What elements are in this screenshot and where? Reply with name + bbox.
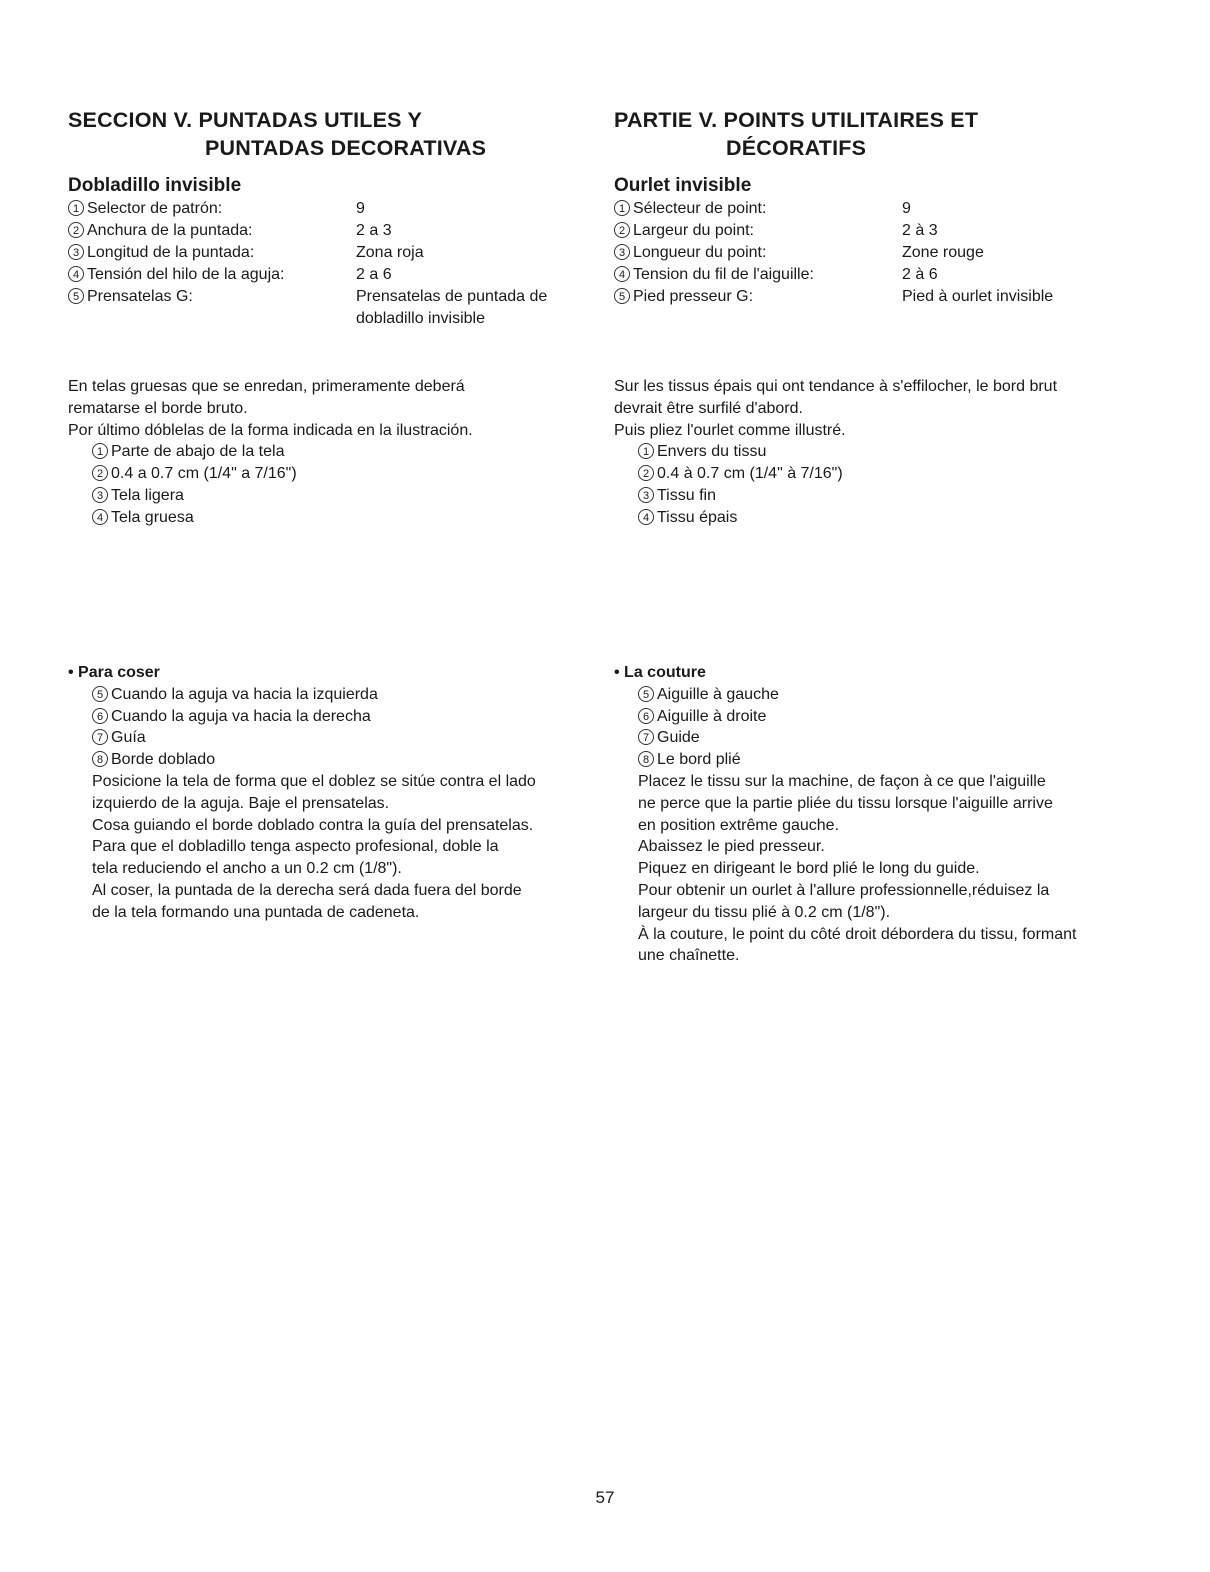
body-line: tela reduciendo el ancho a un 0.2 cm (1/8").: [92, 860, 402, 878]
intro-line: En telas gruesas que se enredan, primeramente deberá: [68, 378, 465, 395]
part-item: [614, 485, 1174, 507]
part-label: Envers du tissu: [657, 443, 767, 461]
setting-value: 2 a 6: [356, 266, 392, 283]
sewing-item: [614, 684, 1174, 706]
settings-row: [68, 198, 598, 220]
part-label: Parte de abajo de la tela: [111, 443, 285, 461]
settings-row: [68, 286, 598, 308]
body-line: À la couture, le point du côté droit débordera du tissu, formant: [638, 925, 1077, 943]
sewing-item: [68, 727, 598, 749]
settings-row: [68, 264, 598, 286]
circled-number: 1: [68, 200, 84, 216]
heading-line-2: PUNTADAS DECORATIVAS: [205, 136, 487, 160]
body-line: Para que el dobladillo tenga aspecto profesional, doble la: [92, 838, 499, 856]
circled-number: 3: [614, 244, 630, 260]
settings-row: [614, 286, 1174, 308]
intro-line: rematarse el borde bruto.: [68, 399, 248, 417]
circled-number: 5: [68, 288, 84, 304]
heading-line-1: SECCION V. PUNTADAS UTILES Y: [68, 108, 423, 132]
setting-label: Anchura de la puntada:: [87, 222, 253, 239]
body-line: une chaînette.: [638, 947, 740, 965]
circled-number: 2: [68, 222, 84, 238]
sewing-heading: • La couture: [614, 664, 706, 681]
body-line: izquierdo de la aguja. Baje el prensatelas.: [92, 794, 390, 812]
setting-label: Largeur du point:: [633, 222, 754, 239]
heading-line-2: DÉCORATIFS: [726, 136, 867, 160]
setting-label: Pied presseur G:: [633, 288, 754, 305]
setting-value: 2 a 3: [356, 222, 392, 239]
settings-row: [614, 242, 1174, 264]
setting-value: 2 à 6: [902, 266, 938, 283]
circled-number: 8: [638, 751, 654, 767]
body-line: en position extrême gauche.: [638, 816, 840, 834]
part-item: [614, 463, 1174, 485]
circled-number: 4: [614, 266, 630, 282]
part-label: Tissu épais: [657, 508, 738, 526]
circled-number: 8: [92, 751, 108, 767]
settings-table: [614, 198, 1174, 308]
body-line: de la tela formando una puntada de cadeneta.: [92, 903, 420, 921]
settings-row: [614, 220, 1174, 242]
part-item: [68, 507, 598, 529]
circled-number: 7: [638, 729, 654, 745]
settings-table: [68, 198, 598, 330]
circled-number: 4: [92, 509, 108, 525]
part-item: [68, 463, 598, 485]
circled-number: 4: [638, 509, 654, 525]
sewing-item-label: Cuando la aguja va hacia la derecha: [111, 707, 371, 725]
intro-text: [614, 376, 1174, 529]
intro-line: Puis pliez l'ourlet comme illustré.: [614, 421, 846, 439]
body-line: Al coser, la puntada de la derecha será dada fuera del borde: [92, 881, 522, 899]
settings-row: [68, 220, 598, 242]
circled-number: 6: [638, 708, 654, 724]
setting-value: 9: [902, 200, 911, 217]
circled-number: 5: [92, 686, 108, 702]
sewing-item-label: Guide: [657, 729, 700, 747]
sewing-item-label: Guía: [111, 729, 146, 747]
settings-row: [614, 198, 1174, 220]
part-item: [68, 485, 598, 507]
sewing-item-label: Aiguille à droite: [657, 707, 767, 725]
circled-number: 2: [92, 465, 108, 481]
settings-row: [68, 242, 598, 264]
part-item: [68, 441, 598, 463]
body-line: Abaissez le pied presseur.: [638, 838, 825, 856]
sewing-item-label: Cuando la aguja va hacia la izquierda: [111, 685, 378, 703]
circled-number: 1: [638, 443, 654, 459]
sewing-item: [614, 706, 1174, 728]
subheading: Ourlet invisible: [614, 175, 752, 196]
body-line: Posicione la tela de forma que el doblez se sitúe contra el lado: [92, 772, 536, 790]
part-label: Tela ligera: [111, 486, 184, 504]
setting-value: Zone rouge: [902, 244, 984, 261]
body-line: ne perce que la partie pliée du tissu lorsque l'aiguille arrive: [638, 794, 1053, 812]
part-item: [614, 441, 1174, 463]
body-line: Placez le tissu sur la machine, de façon à ce que l'aiguille: [638, 772, 1046, 790]
setting-label: Selector de patrón:: [87, 200, 223, 217]
sewing-section: [614, 662, 1174, 967]
setting-label: Tension du fil de l'aiguille:: [633, 266, 814, 283]
body-line: Pour obtenir un ourlet à l'allure professionnelle,réduisez la: [638, 881, 1050, 899]
intro-line: devrait être surfilé d'abord.: [614, 399, 803, 417]
sewing-item-label: Borde doblado: [111, 751, 216, 769]
heading-line-1: PARTIE V. POINTS UTILITAIRES ET: [614, 108, 979, 132]
circled-number: 1: [92, 443, 108, 459]
circled-number: 4: [68, 266, 84, 282]
circled-number: 5: [638, 686, 654, 702]
intro-line: Por último dóblelas de la forma indicada en la ilustración.: [68, 421, 473, 439]
part-label: 0.4 à 0.7 cm (1/4" à 7/16"): [657, 465, 843, 483]
sewing-section: [68, 662, 598, 924]
setting-label: Prensatelas G:: [87, 288, 193, 305]
setting-label: Longueur du point:: [633, 244, 767, 261]
sewing-item: [68, 706, 598, 728]
intro-text: [68, 376, 598, 529]
sewing-item-label: Aiguille à gauche: [657, 685, 779, 703]
part-label: 0.4 a 0.7 cm (1/4" a 7/16"): [111, 465, 297, 483]
page-number: 57: [595, 1488, 615, 1507]
part-item: [614, 507, 1174, 529]
sewing-heading: • Para coser: [68, 664, 160, 681]
sewing-item: [68, 749, 598, 771]
settings-row: [68, 308, 598, 330]
sewing-item-label: Le bord plié: [657, 751, 741, 769]
circled-number: 6: [92, 708, 108, 724]
setting-value: Pied à ourlet invisible: [902, 288, 1054, 305]
sewing-item: [614, 749, 1174, 771]
settings-row: [614, 264, 1174, 286]
part-label: Tissu fin: [657, 486, 716, 504]
body-line: Cosa guiando el borde doblado contra la guía del prensatelas.: [92, 816, 534, 834]
part-label: Tela gruesa: [111, 508, 194, 526]
subheading: Dobladillo invisible: [68, 175, 242, 196]
setting-value: Zona roja: [356, 244, 424, 261]
section-heading: [68, 106, 486, 162]
circled-number: 5: [614, 288, 630, 304]
sewing-item: [68, 684, 598, 706]
body-line: Piquez en dirigeant le bord plié le long du guide.: [638, 860, 980, 878]
setting-value: 2 à 3: [902, 222, 938, 239]
circled-number: 2: [638, 465, 654, 481]
setting-value-continued: dobladillo invisible: [356, 310, 485, 327]
circled-number: 3: [638, 487, 654, 503]
circled-number: 3: [92, 487, 108, 503]
setting-value: Prensatelas de puntada de: [356, 288, 548, 305]
circled-number: 1: [614, 200, 630, 216]
circled-number: 2: [614, 222, 630, 238]
setting-value: 9: [356, 200, 365, 217]
body-line: largeur du tissu plié à 0.2 cm (1/8").: [638, 903, 891, 921]
setting-label: Longitud de la puntada:: [87, 244, 255, 261]
section-heading: [614, 106, 978, 162]
intro-line: Sur les tissus épais qui ont tendance à s'effilocher, le bord brut: [614, 378, 1058, 395]
sewing-item: [614, 727, 1174, 749]
setting-label: Tensión del hilo de la aguja:: [87, 266, 285, 283]
setting-label: Sélecteur de point:: [633, 200, 767, 217]
circled-number: 3: [68, 244, 84, 260]
circled-number: 7: [92, 729, 108, 745]
